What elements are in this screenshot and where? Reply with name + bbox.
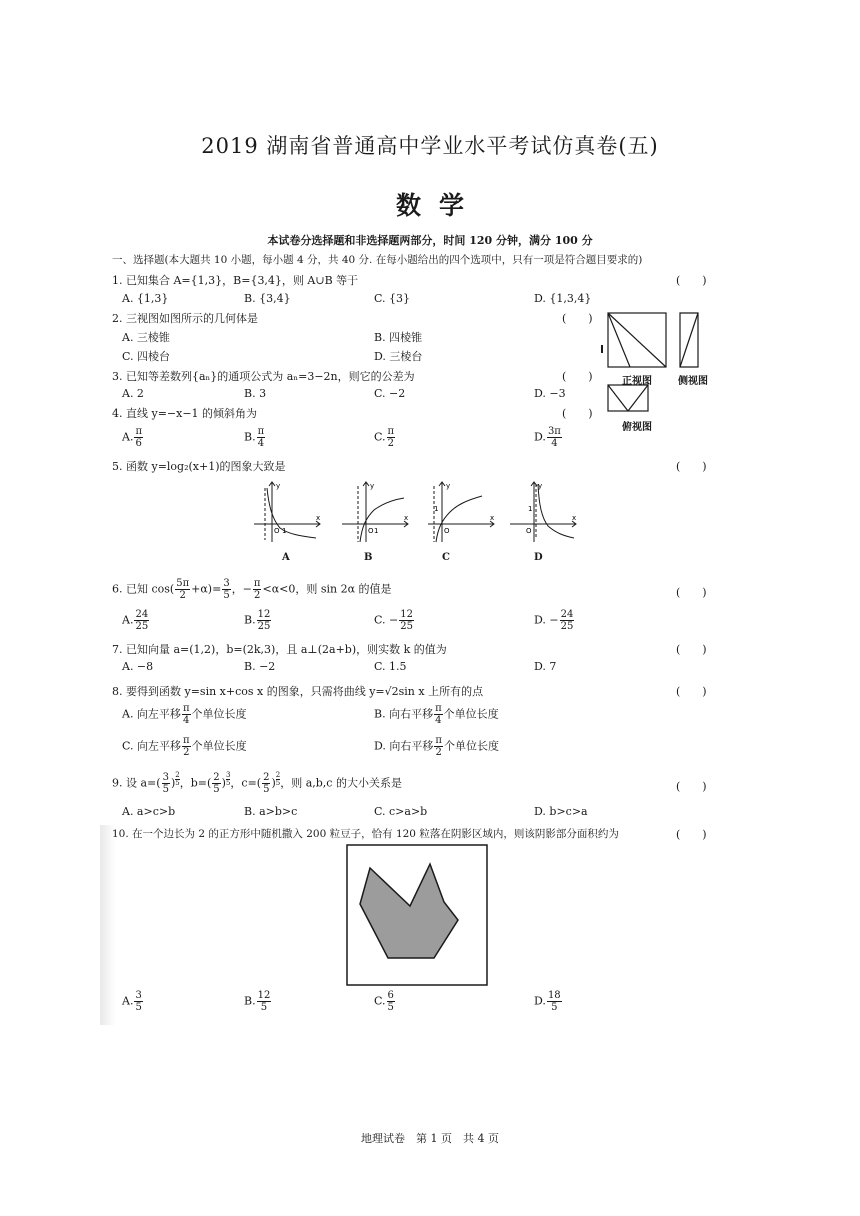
q8-option-d-den: 2: [435, 747, 442, 758]
q2-option-a: A. 三棱锥: [122, 331, 170, 344]
svg-text:O: O: [368, 527, 374, 535]
top-view-label: 俯视图: [622, 422, 652, 433]
q10-option-b-num: 12: [257, 990, 271, 1001]
q10-option-b-label: B.: [244, 994, 256, 1008]
page-footer: 地理试卷 第 1 页 共 4 页: [361, 1132, 499, 1145]
q10-option-a-label: A.: [122, 994, 134, 1008]
q4-answer-paren: ( ): [562, 407, 593, 420]
q6-option-a-num: 24: [135, 609, 149, 620]
q7-option-b: B. −2: [244, 660, 276, 673]
three-view-figure: [600, 308, 720, 433]
q4-option-c: [374, 426, 396, 449]
q9-a-den: 5: [162, 784, 169, 795]
q8-option-a-den: 4: [183, 715, 190, 726]
q5-label-a: A: [282, 552, 290, 563]
q8-option-b-pre: B. 向右平移: [374, 707, 434, 721]
svg-text:y: y: [446, 482, 451, 490]
q9-option-d: D. b>c>a: [534, 805, 588, 818]
q9-option-b: B. a>b>c: [244, 805, 298, 818]
q10-option-a: [122, 990, 144, 1013]
q4-option-b-label: B.: [244, 430, 256, 444]
q9-stem-part-1: 9. 设 a=(: [112, 776, 161, 790]
q9-b-exp-den: 5: [225, 779, 231, 787]
front-view-label: 正视图: [622, 376, 652, 387]
q10-option-d: [534, 990, 563, 1013]
q1-answer-paren: ( ): [676, 274, 707, 287]
q4-option-a-den: 6: [135, 438, 142, 449]
q4-option-a-num: π: [135, 426, 143, 437]
q2-answer-paren: ( ): [562, 312, 593, 325]
svg-text:y: y: [276, 482, 281, 490]
q7-option-c: C. 1.5: [374, 660, 407, 673]
q1-option-b: B. {3,4}: [244, 292, 291, 305]
q4-stem: 4. 直线 y=−x−1 的倾斜角为: [112, 407, 258, 420]
q9-b-exp-num: 3: [225, 771, 231, 779]
q5-graph-c: [424, 478, 499, 546]
q6-option-b-den: 25: [257, 621, 271, 632]
svg-text:y: y: [538, 482, 543, 490]
q6-eq-num: 3: [223, 578, 230, 589]
q8-option-c-den: 2: [183, 747, 190, 758]
q3-answer-paren: ( ): [562, 370, 593, 383]
q9-c-exp-den: 5: [275, 779, 281, 787]
q2-option-d: D. 三棱台: [374, 350, 423, 363]
q9-option-a: A. a>c>b: [122, 805, 176, 818]
q9-c-num: 2: [263, 772, 270, 783]
q3-option-a: A. 2: [122, 387, 144, 400]
q5-graph-d: [506, 478, 581, 546]
q10-square-figure: [346, 844, 488, 986]
q4-option-d: [534, 426, 563, 449]
svg-text:y: y: [370, 482, 375, 490]
q5-stem: 5. 函数 y=log₂(x+1)的图象大致是: [112, 460, 286, 473]
q8-option-d-pre: D. 向右平移: [374, 739, 434, 753]
front-view-drawing: [608, 313, 666, 367]
q9-a-exp-den: 5: [175, 779, 180, 787]
q8-option-a-pre: A. 向左平移: [122, 707, 181, 721]
q9-stem: 9. 设 a=( $\frac{3}{5}$ ) $^{\frac{2}{5}}$ ，b=( $\frac{2}{5}$ ) $^{\frac{3}{5}}$ ，c=( $\frac{2}{5}$ ) $^{\frac{2}{5}}$ ，则 a,b,c 的大小关系是: [112, 771, 402, 795]
svg-text:1: 1: [282, 527, 287, 535]
q6-option-d: [534, 609, 575, 632]
q4-option-b-num: π: [257, 426, 265, 437]
q5-graph-a: [250, 478, 325, 546]
svg-text:O: O: [444, 527, 450, 535]
q8-option-a: [122, 703, 247, 726]
q6-option-b-num: 12: [257, 609, 271, 620]
q6-inner-num: 5π: [176, 578, 190, 589]
side-view-label: 侧视图: [678, 376, 708, 387]
svg-text:x: x: [404, 514, 409, 522]
svg-text:O: O: [274, 527, 280, 535]
svg-text:O: O: [526, 527, 532, 535]
q3-option-c: C. −2: [374, 387, 406, 400]
q2-option-c: C. 四棱台: [122, 350, 171, 363]
exam-title: 2019 湖南省普通高中学业水平考试仿真卷(五): [201, 134, 659, 158]
q1-option-c: C. {3}: [374, 292, 411, 305]
q6-eq-den: 5: [223, 590, 230, 601]
q10-option-d-den: 5: [551, 1002, 558, 1013]
q9-stem-part-4: ，则 a,b,c 的大小关系是: [280, 776, 402, 790]
q7-stem: 7. 已知向量 a=(1,2)，b=(2k,3)，且 a⊥(2a+b)，则实数 k 的值为: [112, 643, 447, 656]
q6-inner-den: 2: [179, 590, 186, 601]
q6-stem: [112, 578, 392, 601]
subject-title: 数学: [395, 191, 482, 220]
q8-option-d-num: π: [435, 735, 442, 746]
q10-option-b-den: 5: [260, 1002, 268, 1013]
q6-option-c: [374, 609, 415, 632]
exam-note: 本试卷分选择题和非选择题两部分，时间 120 分钟，满分 100 分: [267, 234, 593, 247]
q8-option-c-num: π: [183, 735, 190, 746]
scan-shadow: [100, 825, 116, 1025]
q5-label-b: B: [364, 552, 373, 563]
svg-text:1: 1: [434, 505, 439, 513]
q6-option-b: [244, 609, 272, 632]
q6-answer-paren: ( ): [676, 586, 707, 599]
q6-option-d-den: 25: [560, 621, 574, 632]
q10-option-c-num: 6: [387, 990, 394, 1001]
q3-option-b: B. 3: [244, 387, 267, 400]
q5-label-c: C: [442, 552, 450, 563]
q1-option-d: D. {1,3,4}: [534, 292, 592, 305]
q8-answer-paren: ( ): [676, 685, 707, 698]
q4-option-b: [244, 426, 266, 449]
q6-stem-part-3: ，−: [231, 582, 252, 596]
q9-stem-part-2: ，b=(: [179, 776, 212, 790]
q5-graph-b: [338, 478, 413, 546]
q4-option-c-num: π: [387, 426, 395, 437]
q6-option-a-label: A.: [122, 613, 134, 627]
q9-c-exp-num: 2: [275, 771, 281, 779]
q3-option-d: D. −3: [534, 387, 566, 400]
q4-option-b-den: 4: [257, 438, 265, 449]
q10-answer-paren: ( ): [676, 828, 707, 841]
q2-stem: 2. 三视图如图所示的几何体是: [112, 312, 258, 325]
q6-option-c-num: 12: [400, 609, 413, 620]
q7-option-d: D. 7: [534, 660, 557, 673]
q6-option-a: [122, 609, 150, 632]
q4-option-a-label: A.: [122, 430, 134, 444]
q2-option-b: B. 四棱锥: [374, 331, 423, 344]
q9-stem-part-3: ，c=(: [230, 776, 262, 790]
q4-option-d-den: 4: [551, 438, 558, 449]
q6-option-d-label: D. −: [534, 613, 559, 627]
q6-stem-part-2: +α)=: [191, 582, 222, 596]
top-view-drawing: [608, 385, 648, 411]
q8-option-d: [374, 735, 499, 758]
q7-answer-paren: ( ): [676, 643, 707, 656]
q8-option-b-den: 4: [435, 715, 442, 726]
q4-option-d-num: 3π: [547, 426, 561, 437]
q9-a-exp-num: 2: [175, 771, 180, 779]
q4-option-a: [122, 426, 144, 449]
q6-cond-num: π: [253, 578, 261, 589]
q8-option-a-num: π: [182, 703, 190, 714]
q9-c-den: 5: [263, 784, 270, 795]
svg-text:x: x: [490, 514, 495, 522]
svg-text:1: 1: [374, 527, 379, 535]
q10-option-d-num: 18: [547, 990, 561, 1001]
q4-option-c-label: C.: [374, 430, 386, 444]
q4-option-d-label: D.: [534, 430, 546, 444]
q1-stem: 1. 已知集合 A={1,3}，B={3,4}，则 A∪B 等于: [112, 274, 359, 287]
q10-option-a-den: 5: [135, 1002, 142, 1013]
q8-stem: 8. 要得到函数 y=sin x+cos x 的图象，只需将曲线 y=√2sin x 上所有的点: [112, 685, 484, 698]
q3-stem: 3. 已知等差数列{aₙ}的通项公式为 aₙ=3−2n，则它的公差为: [112, 370, 415, 383]
q10-option-a-num: 3: [135, 990, 142, 1001]
shaded-region: [360, 864, 458, 958]
q6-option-a-den: 25: [135, 621, 149, 632]
q8-option-c-post: 个单位长度: [191, 739, 247, 753]
svg-text:1: 1: [528, 505, 533, 513]
q8-option-b: [374, 703, 499, 726]
q6-stem-part-4: <α<0，则 sin 2α 的值是: [262, 582, 392, 596]
q9-b-num: 2: [213, 772, 220, 783]
q8-option-c: [122, 735, 247, 758]
q8-option-a-post: 个单位长度: [191, 707, 247, 721]
q6-option-c-label: C. −: [374, 613, 399, 627]
q8-option-b-num: π: [435, 703, 442, 714]
side-view-drawing: [680, 313, 698, 367]
q9-option-c: C. c>a>b: [374, 805, 428, 818]
q6-cond-den: 2: [254, 590, 261, 601]
q9-answer-paren: ( ): [676, 780, 707, 793]
q10-option-b: [244, 990, 272, 1013]
q10-option-c: [374, 990, 396, 1013]
q9-b-den: 5: [213, 784, 220, 795]
q8-option-d-post: 个单位长度: [444, 739, 499, 753]
q6-option-c-den: 25: [400, 621, 413, 632]
q10-option-c-label: C.: [374, 994, 386, 1008]
q6-stem-part-1: 6. 已知 cos(: [112, 582, 175, 596]
q4-option-c-den: 2: [387, 438, 394, 449]
q8-option-b-post: 个单位长度: [443, 707, 499, 721]
q5-answer-paren: ( ): [676, 460, 707, 473]
q10-stem: 10. 在一个边长为 2 的正方形中随机撒入 200 粒豆子，恰有 120 粒落在阴影区域内，则该阴影部分面积约为: [112, 828, 619, 840]
section-heading: 一、选择题(本大题共 10 小题，每小题 4 分，共 40 分. 在每小题给出的四个选项中，只有一项是符合题目要求的): [112, 254, 643, 266]
q8-option-c-pre: C. 向左平移: [122, 739, 182, 753]
q1-option-a: A. {1,3}: [122, 292, 169, 305]
q9-a-num: 3: [162, 772, 169, 783]
q10-option-c-den: 5: [387, 1002, 394, 1013]
q6-option-b-label: B.: [244, 613, 256, 627]
svg-text:x: x: [572, 514, 577, 522]
q7-option-a: A. −8: [122, 660, 154, 673]
q6-option-d-num: 24: [560, 609, 574, 620]
q5-label-d: D: [534, 552, 543, 563]
q10-option-d-label: D.: [534, 994, 546, 1008]
svg-text:x: x: [316, 514, 321, 522]
